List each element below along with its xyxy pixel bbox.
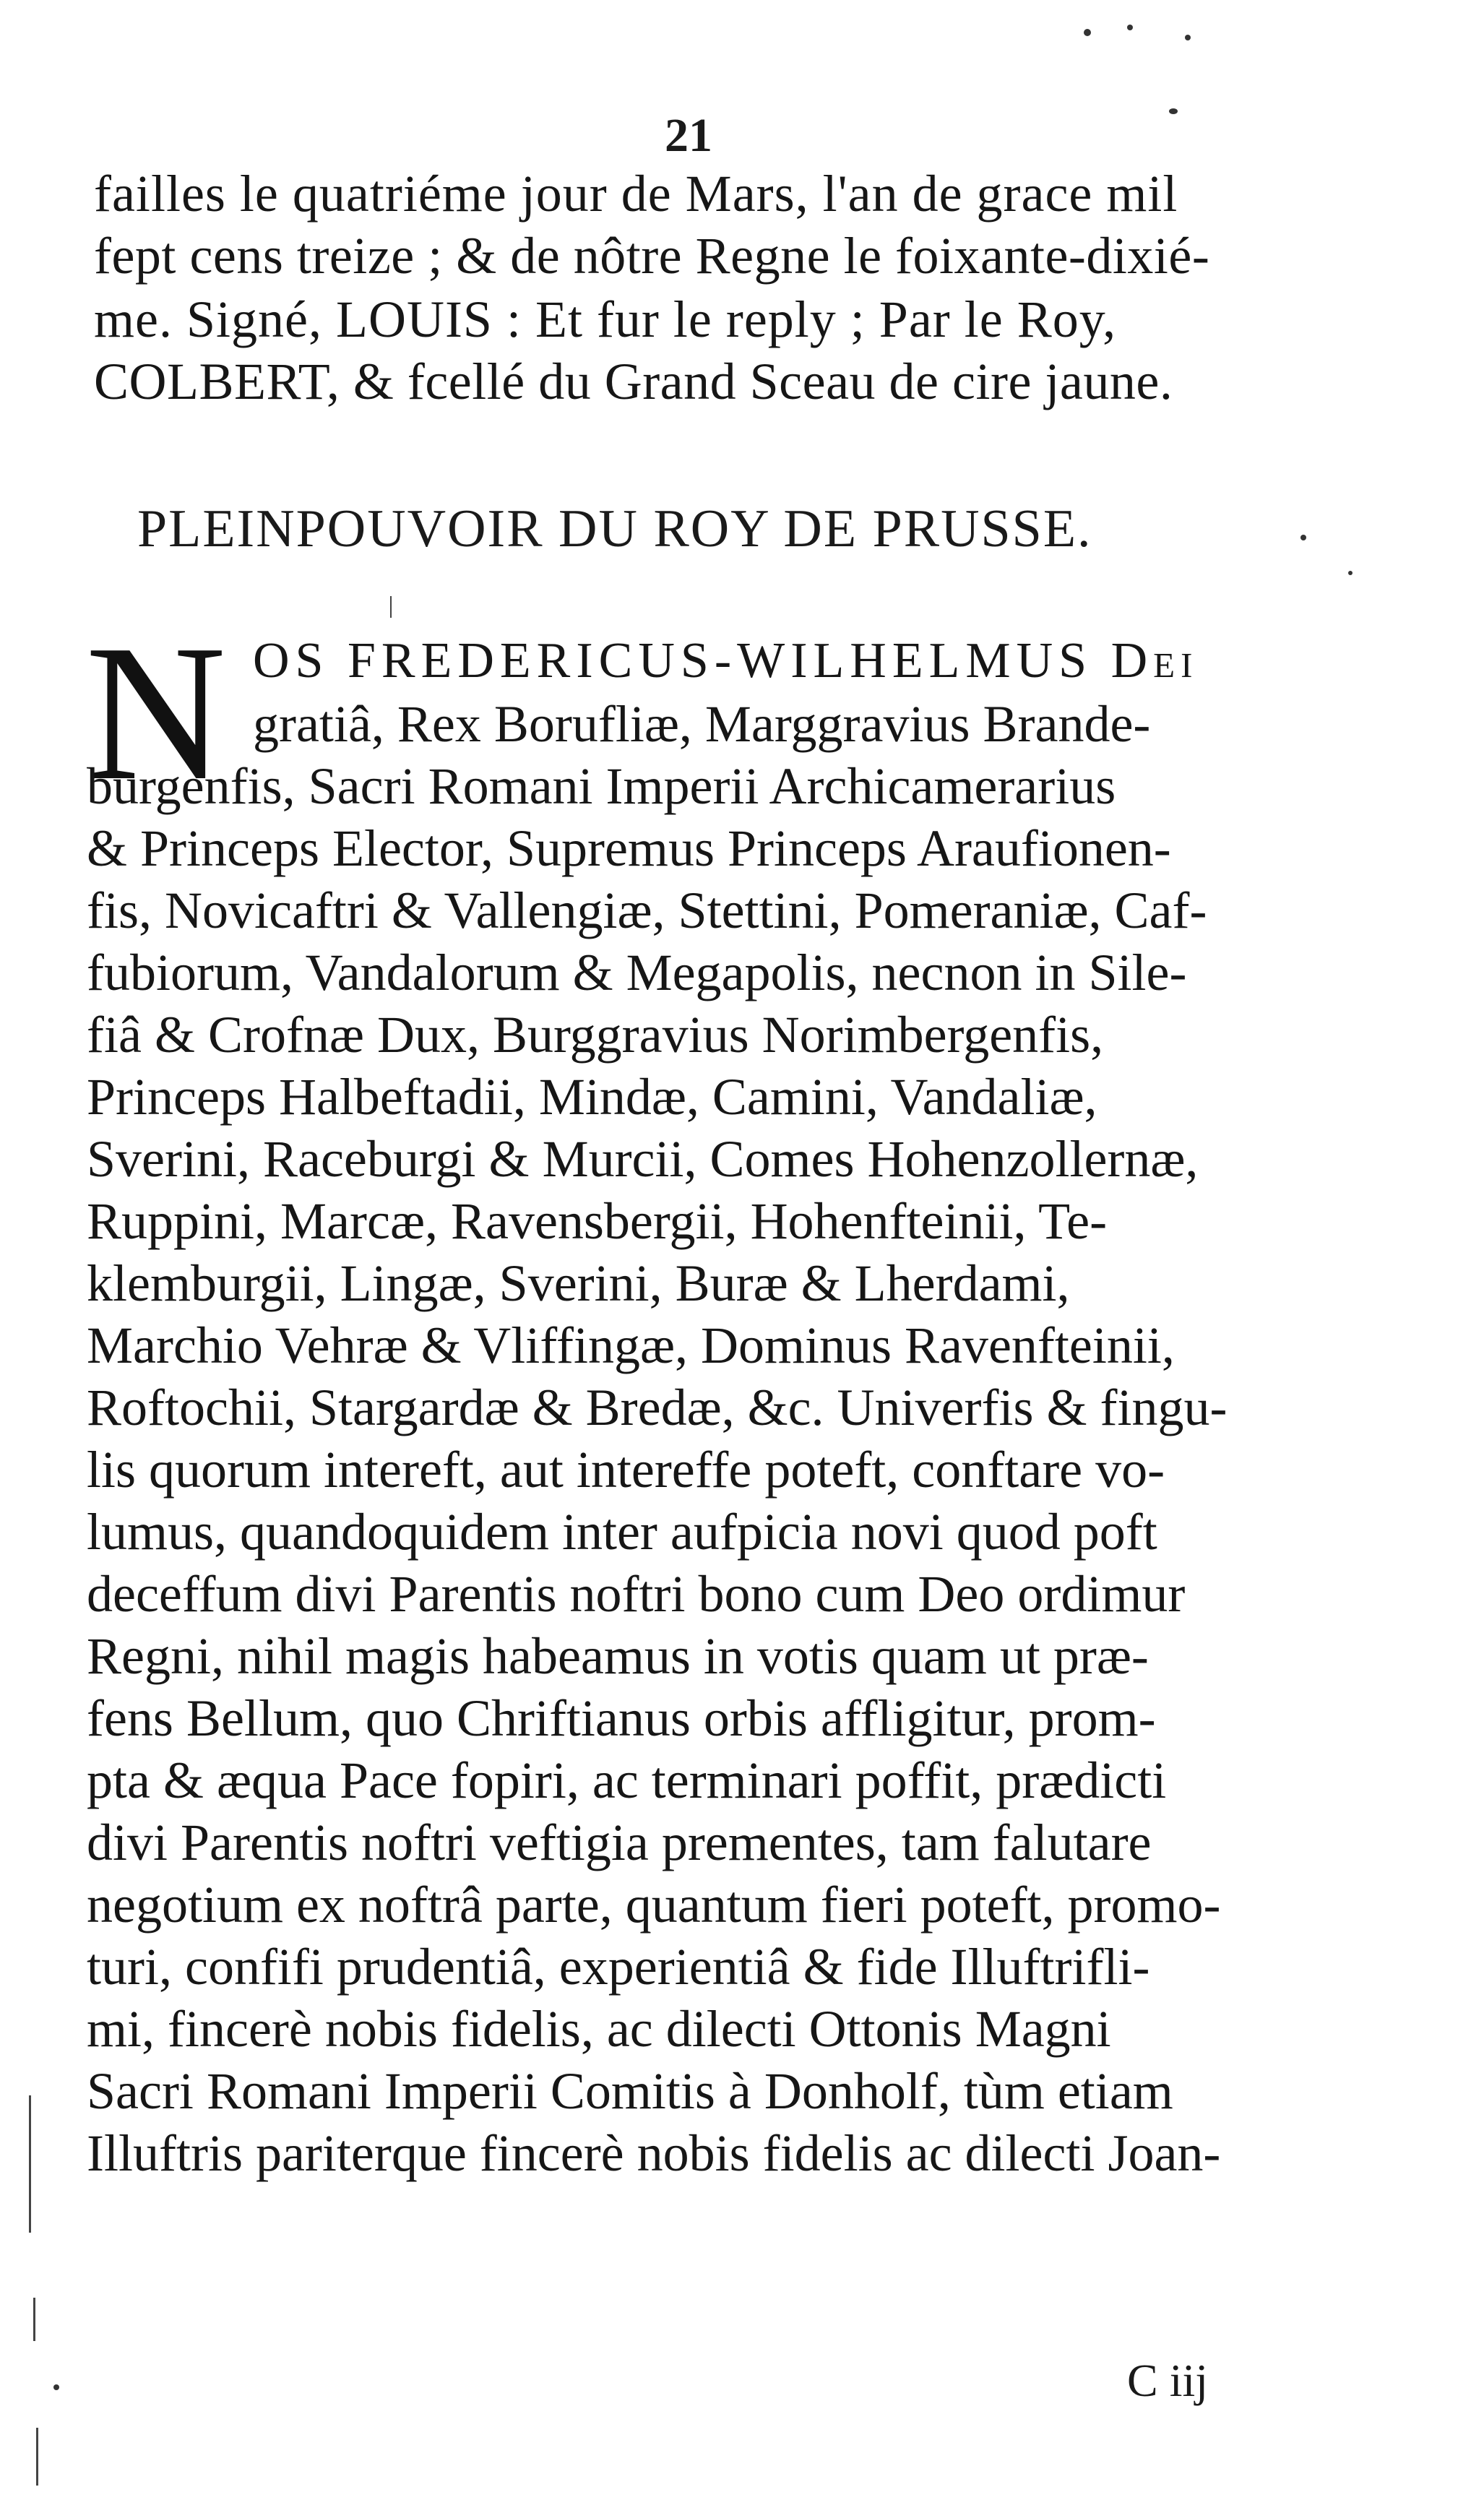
text-line: COLBERT, & fcellé du Grand Sceau de cire jaune. bbox=[94, 353, 1173, 410]
text-line: burgenfis, Sacri Romani Imperii Archicamerarius bbox=[87, 757, 1116, 815]
text-line: Roftochii, Stargardæ & Bredæ, &c. Univerfis & fingu- bbox=[87, 1379, 1228, 1436]
text-line: & Princeps Elector, Supremus Princeps Araufionen- bbox=[87, 819, 1171, 877]
text-line: fept cens treize ; & de nôtre Regne le foixante-dixié- bbox=[94, 227, 1210, 285]
scan-speck bbox=[1169, 108, 1178, 114]
margin-mark bbox=[29, 2095, 31, 2233]
margin-mark bbox=[36, 2428, 38, 2486]
margin-mark bbox=[33, 2298, 35, 2341]
text-line: OS FREDERICUS-WILHELMUS Dei bbox=[253, 633, 1199, 689]
text-line: Illuftris pariterque fincerè nobis fidelis ac dilecti Joan- bbox=[87, 2124, 1221, 2182]
text-line: gratiâ, Rex Borufliæ, Marggravius Brande- bbox=[253, 695, 1151, 753]
text-line: fens Bellum, quo Chriftianus orbis affligitur, prom- bbox=[87, 1689, 1156, 1747]
scan-speck bbox=[53, 2384, 59, 2390]
text-line: Regni, nihil magis habeamus in votis quam ut præ- bbox=[87, 1627, 1149, 1685]
text-line: lis quorum intereft, aut intereffe poteft, conftare vo- bbox=[87, 1441, 1165, 1499]
text-line: failles le quatriéme jour de Mars, l'an de grace mil bbox=[94, 165, 1178, 223]
text-line: lumus, quandoquidem inter aufpicia novi quod poft bbox=[87, 1503, 1157, 1561]
scan-speck bbox=[1127, 25, 1133, 30]
scan-speck bbox=[1348, 571, 1353, 575]
text-line: Sverini, Raceburgi & Murcii, Comes Hohenzollernæ, bbox=[87, 1130, 1199, 1188]
text-line: fubiorum, Vandalorum & Megapolis, necnon in Sile- bbox=[87, 944, 1187, 1001]
catchword-signature: C iij bbox=[1127, 2355, 1209, 2406]
text-line: Ruppini, Marcæ, Ravensbergii, Hohenfteinii, Te- bbox=[87, 1192, 1108, 1250]
text-line: fiâ & Crofnæ Dux, Burggravius Norimbergenfis, bbox=[87, 1006, 1104, 1064]
text-line: fis, Novicaftri & Vallengiæ, Stettini, Pomeraniæ, Caf- bbox=[87, 882, 1207, 939]
drop-cap-initial: N bbox=[85, 605, 226, 821]
text-line: mi, fincerè nobis fidelis, ac dilecti Ottonis Magni bbox=[87, 2000, 1111, 2058]
text-line: Princeps Halbeftadii, Mindæ, Camini, Vandaliæ, bbox=[87, 1068, 1097, 1126]
text-line: me. Signé, LOUIS : Et fur le reply ; Par le Roy, bbox=[94, 290, 1117, 348]
section-heading: PLEINPOUVOIR DU ROY DE PRUSSE. bbox=[137, 499, 1092, 559]
page-number: 21 bbox=[665, 109, 712, 162]
text-line: negotium ex noftrâ parte, quantum fieri poteft, promo- bbox=[87, 1876, 1221, 1934]
scan-speck bbox=[1084, 29, 1091, 36]
margin-mark bbox=[390, 596, 392, 618]
text-line: pta & æqua Pace fopiri, ac terminari poffit, prædicti bbox=[87, 1751, 1167, 1809]
text-line: Sacri Romani Imperii Comitis à Donholf, tùm etiam bbox=[87, 2062, 1173, 2120]
scan-speck bbox=[1300, 535, 1306, 540]
text-line: Marchio Vehræ & Vliffingæ, Dominus Ravenfteinii, bbox=[87, 1316, 1175, 1374]
text-line: turi, confifi prudentiâ, experientiâ & fide Illuftrifli- bbox=[87, 1938, 1150, 1996]
text-line: klemburgii, Lingæ, Sverini, Buræ & Lherdami, bbox=[87, 1254, 1070, 1312]
text-line: deceffum divi Parentis noftri bono cum Deo ordimur bbox=[87, 1565, 1186, 1623]
text-line: divi Parentis noftri veftigia prementes, tam falutare bbox=[87, 1814, 1152, 1871]
scan-speck bbox=[1185, 35, 1191, 40]
